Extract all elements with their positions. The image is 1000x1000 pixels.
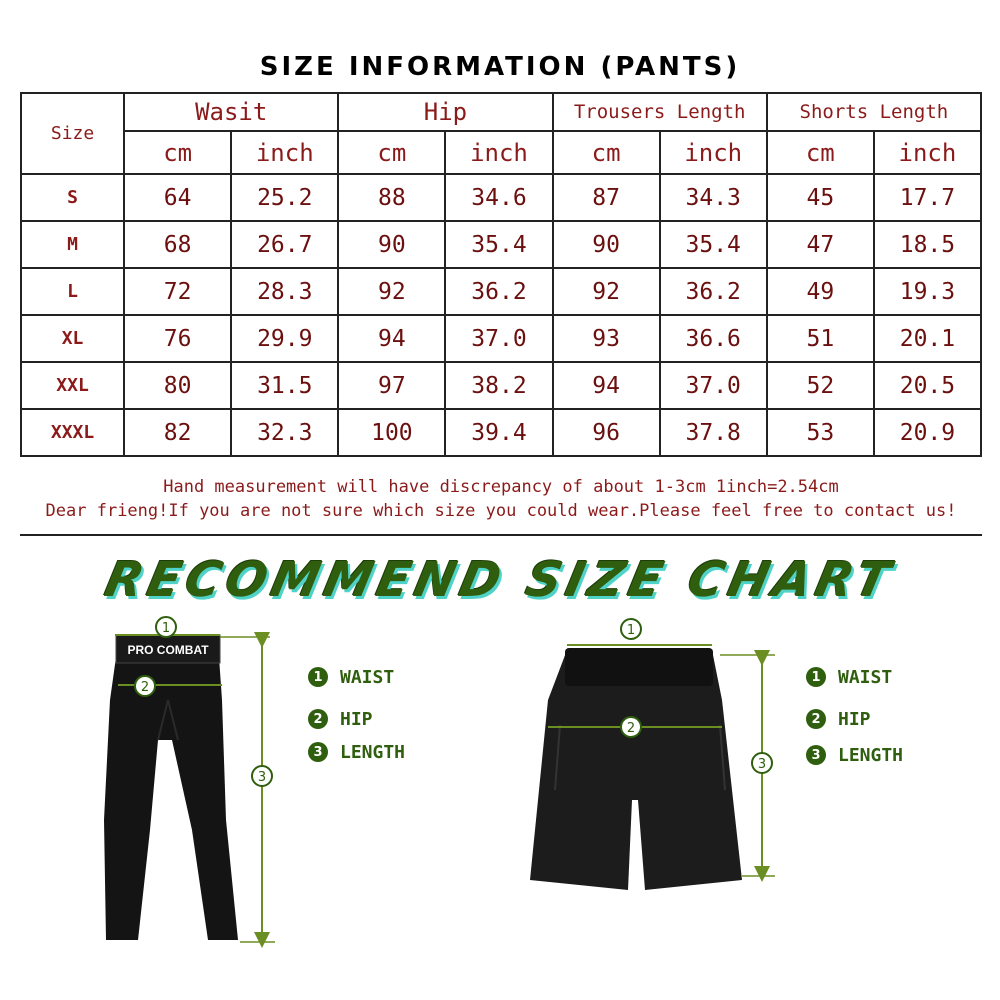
- legend-item-waist: [308, 666, 405, 688]
- table-cell: 94: [338, 315, 445, 362]
- unit-header: inch: [874, 131, 981, 174]
- legend-label: HIP: [838, 708, 871, 730]
- group-header-shorts-length: Shorts Length: [767, 93, 981, 131]
- table-cell: 35.4: [445, 221, 552, 268]
- table-cell: 100: [338, 409, 445, 456]
- number-2-icon: 2: [308, 709, 328, 729]
- note-line-contact: Dear frieng!If you are not sure which size you could wear.Please feel free to contact us!: [45, 501, 957, 521]
- table-cell: 38.2: [445, 362, 552, 409]
- legend-shorts: [806, 666, 903, 766]
- marker-3-icon: [252, 766, 272, 786]
- size-label: L: [21, 268, 124, 315]
- group-header-trousers-length: Trousers Length: [553, 93, 767, 131]
- table-cell: 20.9: [874, 409, 981, 456]
- table-cell: 36.2: [660, 268, 767, 315]
- marker-1-icon: [156, 617, 176, 637]
- svg-text:2: 2: [140, 680, 150, 695]
- table-cell: 82: [124, 409, 231, 456]
- table-cell: 97: [338, 362, 445, 409]
- table-cell: 37.0: [660, 362, 767, 409]
- table-cell: 47: [767, 221, 874, 268]
- legend-item-length: [806, 744, 903, 766]
- table-cell: 90: [553, 221, 660, 268]
- table-cell: 68: [124, 221, 231, 268]
- table-cell: 26.7: [231, 221, 338, 268]
- number-3-icon: 3: [806, 745, 826, 765]
- size-label: XL: [21, 315, 124, 362]
- size-label: S: [21, 174, 124, 221]
- table-cell: 36.2: [445, 268, 552, 315]
- size-label: M: [21, 221, 124, 268]
- table-cell: 37.0: [445, 315, 552, 362]
- table-cell: 93: [553, 315, 660, 362]
- shorts-image: [530, 648, 742, 890]
- table-cell: 96: [553, 409, 660, 456]
- number-1-icon: 1: [806, 667, 826, 687]
- svg-text:3: 3: [257, 770, 267, 785]
- table-cell: 18.5: [874, 221, 981, 268]
- recommend-size-chart-title: RECOMMEND SIZE CHART: [100, 552, 900, 608]
- svg-text:1: 1: [161, 621, 171, 636]
- table-cell: 92: [338, 268, 445, 315]
- legend-item-hip: [308, 708, 405, 730]
- unit-header: cm: [338, 131, 445, 174]
- group-header-waist: Wasit: [124, 93, 338, 131]
- table-cell: 29.9: [231, 315, 338, 362]
- note-line-discrepancy: Hand measurement will have discrepancy of about 1-3cm 1inch=2.54cm: [163, 477, 839, 497]
- table-cell: 49: [767, 268, 874, 315]
- table-cell: 76: [124, 315, 231, 362]
- table-cell: 92: [553, 268, 660, 315]
- table-cell: 51: [767, 315, 874, 362]
- waistband-label: PRO COMBAT: [127, 643, 209, 657]
- table-cell: 87: [553, 174, 660, 221]
- table-cell: 17.7: [874, 174, 981, 221]
- table-cell: 34.3: [660, 174, 767, 221]
- table-cell: 88: [338, 174, 445, 221]
- unit-header: cm: [767, 131, 874, 174]
- table-cell: 25.2: [231, 174, 338, 221]
- page-title: SIZE INFORMATION (PANTS): [259, 52, 741, 82]
- unit-header: inch: [660, 131, 767, 174]
- unit-header: inch: [231, 131, 338, 174]
- table-cell: 64: [124, 174, 231, 221]
- group-header-hip: Hip: [338, 93, 552, 131]
- table-cell: 31.5: [231, 362, 338, 409]
- table-cell: 34.6: [445, 174, 552, 221]
- table-cell: 94: [553, 362, 660, 409]
- table-cell: 32.3: [231, 409, 338, 456]
- marker-2-icon: [135, 676, 155, 696]
- number-2-icon: 2: [806, 709, 826, 729]
- table-cell: 19.3: [874, 268, 981, 315]
- legend-item-waist: [806, 666, 903, 688]
- table-cell: 36.6: [660, 315, 767, 362]
- svg-text:2: 2: [626, 721, 636, 736]
- legend-leggings: [308, 666, 405, 763]
- size-label: XXL: [21, 362, 124, 409]
- size-column-header: Size: [21, 93, 124, 174]
- legend-label: LENGTH: [340, 741, 406, 763]
- number-1-icon: 1: [308, 667, 328, 687]
- table-cell: 45: [767, 174, 874, 221]
- legend-label: HIP: [340, 708, 373, 730]
- table-cell: 20.5: [874, 362, 981, 409]
- table-cell: 80: [124, 362, 231, 409]
- table-cell: 20.1: [874, 315, 981, 362]
- legend-label: WAIST: [340, 666, 395, 688]
- marker-2-icon: [621, 717, 641, 737]
- svg-text:1: 1: [626, 623, 636, 638]
- marker-3-icon: [752, 753, 772, 773]
- table-cell: 37.8: [660, 409, 767, 456]
- table-cell: 90: [338, 221, 445, 268]
- table-cell: 72: [124, 268, 231, 315]
- unit-header: cm: [553, 131, 660, 174]
- legend-item-hip: [806, 708, 903, 730]
- svg-text:3: 3: [757, 757, 767, 772]
- marker-1-icon: [621, 619, 641, 639]
- size-label: XXXL: [21, 409, 124, 456]
- table-cell: 39.4: [445, 409, 552, 456]
- number-3-icon: 3: [308, 742, 328, 762]
- table-cell: 53: [767, 409, 874, 456]
- legend-label: LENGTH: [838, 744, 904, 766]
- unit-header: cm: [124, 131, 231, 174]
- legend-item-length: [308, 741, 405, 763]
- leggings-image: [104, 635, 238, 940]
- table-cell: 35.4: [660, 221, 767, 268]
- table-cell: 28.3: [231, 268, 338, 315]
- unit-header: inch: [445, 131, 552, 174]
- table-cell: 52: [767, 362, 874, 409]
- legend-label: WAIST: [838, 666, 893, 688]
